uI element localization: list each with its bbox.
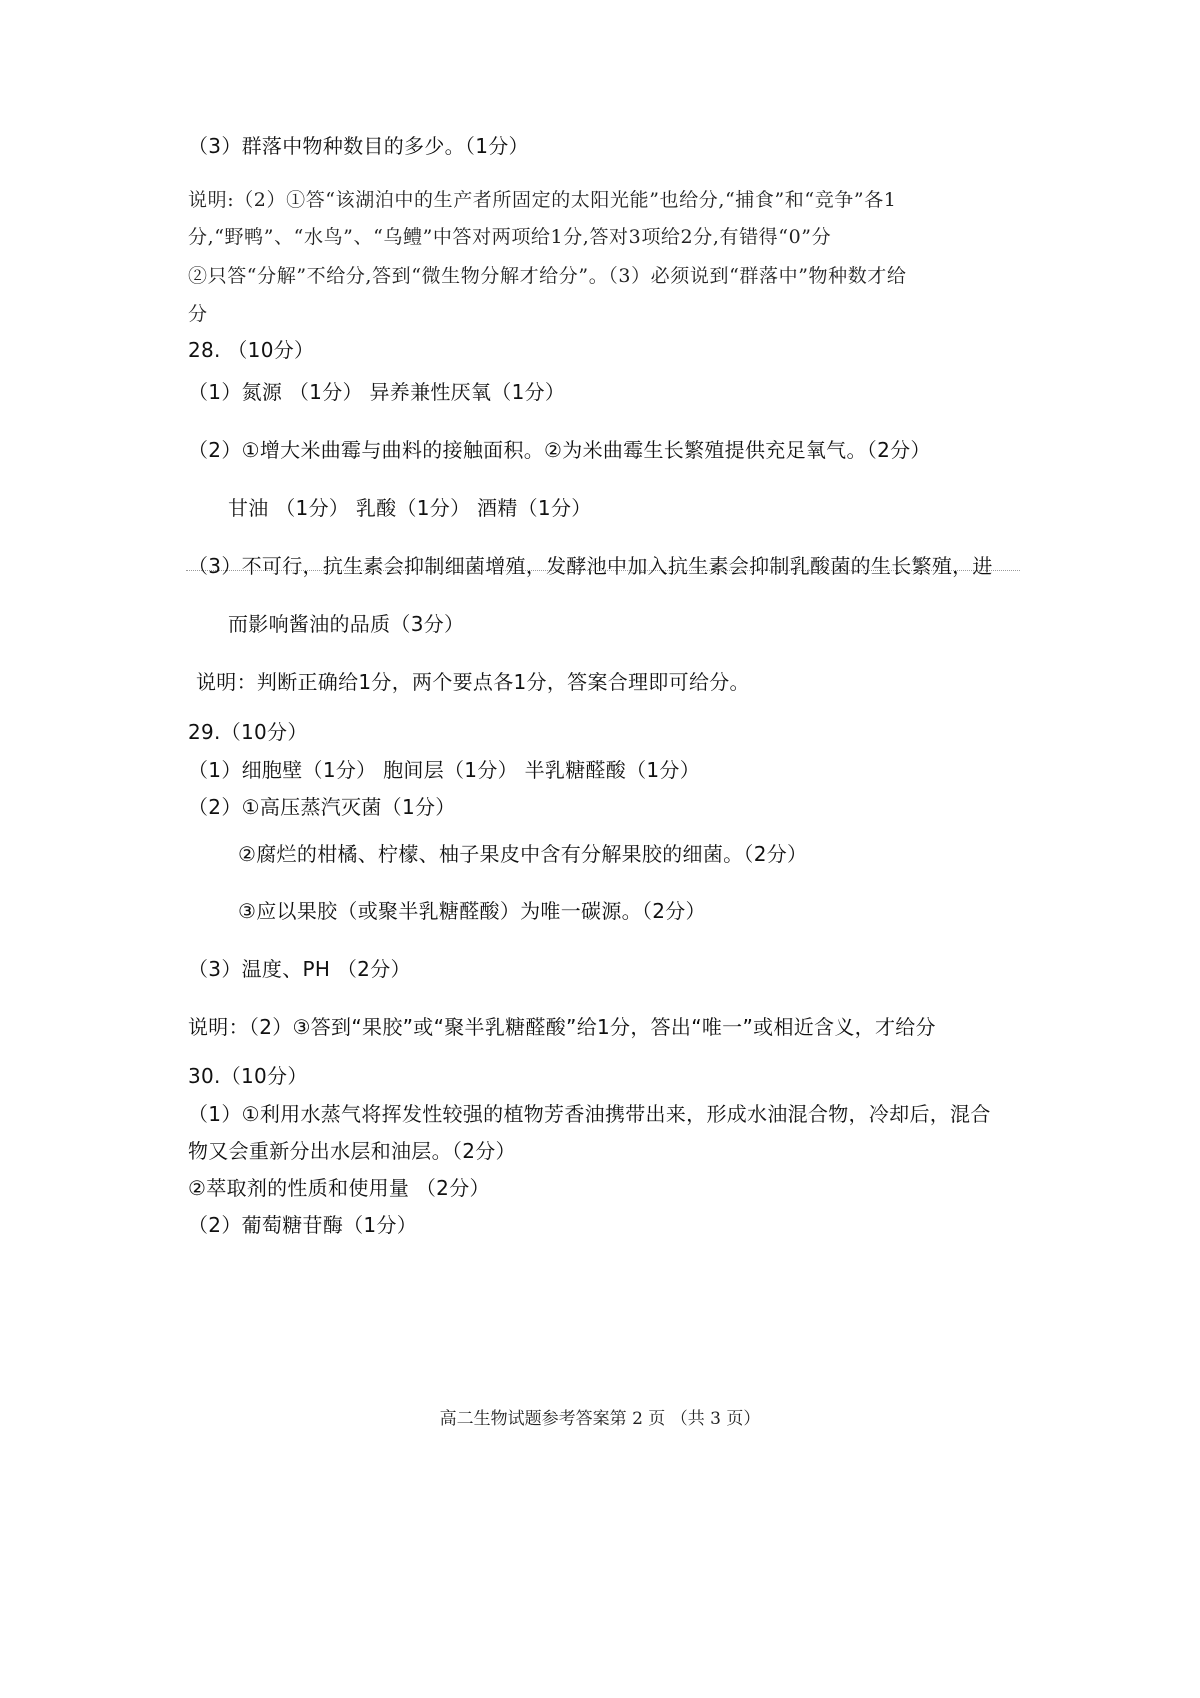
q29-heading: 29.（10分） (188, 720, 308, 744)
q29-note: 说明：（2）③答到“果胶”或“聚半乳糖醛酸”给1分，答出“唯一”或相近含义，才给分 (188, 1015, 936, 1039)
q29-part1-answer: （1）细胞壁（1分） 胞间层（1分） 半乳糖醛酸（1分） (188, 758, 701, 782)
q28-part3-continued: 而影响酱油的品质（3分） (228, 612, 465, 636)
page-footer: 高二生物试题参考答案第 2 页 （共 3 页） (439, 1409, 761, 1429)
q27-note-line3: ②只答“分解”不给分,答到“微生物分解才给分”。（3）必须说到“群落中”物种数才给 (188, 265, 907, 287)
q28-part3-answer: （3）不可行，抗生素会抑制细菌增殖，发酵池中加入抗生素会抑制乳酸菌的生长繁殖，进 (188, 554, 993, 578)
q27-part3-answer: （3）群落中物种数目的多少。（1分） (188, 134, 529, 158)
q27-note-line4: 分 (188, 303, 208, 325)
q27-note-line1: 说明:（2）①答“该湖泊中的生产者所固定的太阳光能”也给分,“捕食”和“竞争”各1 (188, 189, 897, 211)
q29-part2-item3: ③应以果胶（或聚半乳糖醛酸）为唯一碳源。（2分） (238, 899, 706, 923)
q29-part3-answer: （3）温度、PH （2分） (188, 957, 411, 981)
q30-part2-answer: （2）葡萄糖苷酶（1分） (188, 1213, 418, 1237)
q28-part2-products: 甘油 （1分） 乳酸（1分） 酒精（1分） (228, 496, 592, 520)
q30-heading: 30.（10分） (188, 1064, 308, 1088)
q30-part1-item2: ②萃取剂的性质和使用量 （2分） (188, 1176, 490, 1200)
q29-part2-item1: （2）①高压蒸汽灭菌（1分） (188, 795, 456, 819)
q30-part1-answer-line2: 物又会重新分出水层和油层。（2分） (188, 1139, 516, 1163)
q28-note: 说明：判断正确给1分，两个要点各1分，答案合理即可给分。 (196, 670, 750, 694)
q28-part2-answer: （2）①增大米曲霉与曲料的接触面积。②为米曲霉生长繁殖提供充足氧气。（2分） (188, 438, 931, 462)
q27-note-line2: 分,“野鸭”、“水鸟”、“乌鳢”中答对两项给1分,答对3项给2分,有错得“0”分 (188, 226, 832, 248)
q30-part1-answer-line1: （1）①利用水蒸气将挥发性较强的植物芳香油携带出来，形成水油混合物，冷却后，混合 (188, 1102, 991, 1126)
q28-heading: 28. （10分） (188, 338, 315, 362)
q28-part1-answer: （1）氮源 （1分） 异养兼性厌氧（1分） (188, 380, 566, 404)
q29-part2-item2: ②腐烂的柑橘、柠檬、柚子果皮中含有分解果胶的细菌。（2分） (238, 842, 808, 866)
